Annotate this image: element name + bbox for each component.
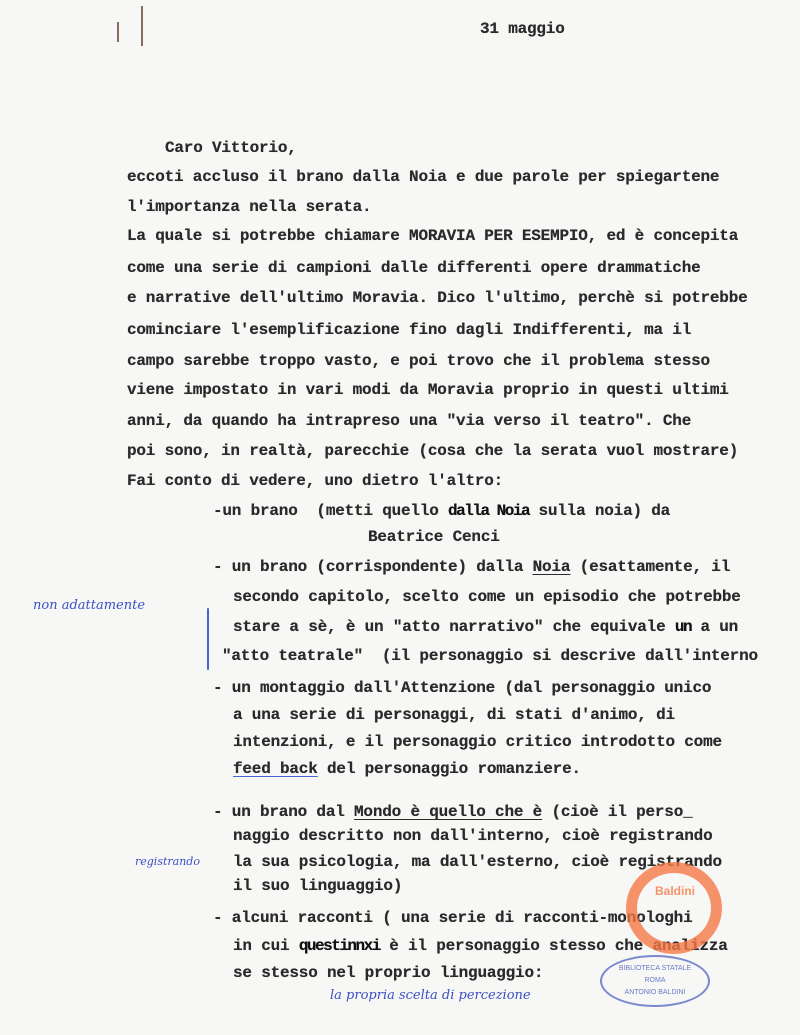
margin-bracket — [207, 608, 209, 670]
stamp-text: ROMA — [644, 977, 666, 984]
list-item-beatrice — [213, 502, 670, 520]
struck-text: dalla Noia — [448, 502, 530, 520]
struck-text: questinnxi — [298, 937, 380, 955]
watermark-text: Baldini — [655, 884, 696, 898]
list-item-line: se stesso nel proprio linguaggio: — [233, 964, 544, 982]
text: a un — [691, 618, 739, 636]
body-line: cominciare l'esemplificazione fino dagli Indifferenti, ma il — [127, 321, 692, 339]
list-item-line: intenzioni, e il personaggio critico introdotto come — [233, 733, 722, 751]
paper-mark — [117, 22, 119, 42]
body-line: viene impostato in vari modi da Moravia proprio in questi ultimi — [127, 381, 729, 399]
paper-mark — [141, 6, 143, 46]
body-line: campo sarebbe troppo vasto, e poi trovo che il problema stesso — [127, 352, 710, 370]
list-item-racconti: - alcuni racconti ( una serie di racconti-monologhi — [213, 909, 693, 927]
list-item-line: naggio descritto non dall'interno, cioè registrando — [233, 827, 713, 845]
text: - un brano (corrispondente) dalla — [213, 558, 533, 576]
body-line: come una serie di campioni dalle differenti opere drammatiche — [127, 259, 701, 277]
text: (cioè il perso_ — [542, 803, 693, 821]
text: sulla noia) da — [529, 502, 671, 520]
underlined-title: Noia — [532, 558, 571, 576]
text: (esattamente, il — [570, 558, 731, 576]
stamp-text: ANTONIO BALDINI — [624, 989, 686, 996]
library-watermark — [626, 862, 722, 954]
list-item-line: il suo linguaggio) — [233, 877, 403, 895]
underlined-term: feed back — [233, 760, 318, 778]
body-line: anni, da quando ha intrapreso una "via verso il teatro". Che — [127, 412, 692, 430]
body-line: La quale si potrebbe chiamare MORAVIA PER ESEMPIO, ed è concepita — [127, 227, 739, 245]
list-item-line: la sua psicologia, ma dall'esterno, cioè registrando — [233, 853, 722, 871]
list-item-attenzione: - un montaggio dall'Attenzione (dal personaggio unico — [213, 679, 712, 697]
list-item-mondo — [213, 803, 693, 821]
text: - un brano dal — [213, 803, 355, 821]
list-item-line: Beatrice Cenci — [368, 528, 500, 546]
text: del personaggio romanziere. — [317, 760, 581, 778]
handwritten-correction: registrando — [135, 855, 200, 868]
body-line: Fai conto di vedere, uno dietro l'altro: — [127, 472, 504, 490]
stamp-text: BIBLIOTECA STATALE — [618, 965, 692, 972]
text: stare a sè, è un "atto narrativo" che equivale — [233, 618, 675, 636]
body-line: e narrative dell'ultimo Moravia. Dico l'ultimo, perchè si potrebbe — [127, 289, 748, 307]
body-line: l'importanza nella serata. — [127, 198, 372, 216]
underlined-title: Mondo è quello che è — [354, 803, 543, 821]
list-item-line: "atto teatrale" (il personaggio si descrive dall'interno — [222, 647, 758, 665]
list-item-noia — [213, 558, 730, 576]
handwritten-note-bottom: la propria scelta di percezione — [330, 988, 531, 1003]
list-item-line — [233, 760, 581, 778]
library-stamp — [600, 955, 710, 1007]
letter-date: 31 maggio — [480, 20, 565, 38]
list-item-line — [233, 618, 738, 636]
struck-text: un — [674, 618, 692, 636]
salutation: Caro Vittorio, — [165, 139, 297, 157]
text: è il personaggio stesso che analizza — [379, 937, 728, 955]
body-line: eccoti accluso il brano dalla Noia e due parole per spiegartene — [127, 168, 720, 186]
text: -un brano (metti quello — [213, 502, 449, 520]
body-line: poi sono, in realtà, parecchie (cosa che la serata vuol mostrare) — [127, 442, 739, 460]
list-item-line: a una serie di personaggi, di stati d'animo, di — [233, 706, 675, 724]
text: in cui — [233, 937, 299, 955]
list-item-line: secondo capitolo, scelto come un episodio che potrebbe — [233, 588, 741, 606]
margin-annotation: non adattamente — [33, 598, 146, 613]
